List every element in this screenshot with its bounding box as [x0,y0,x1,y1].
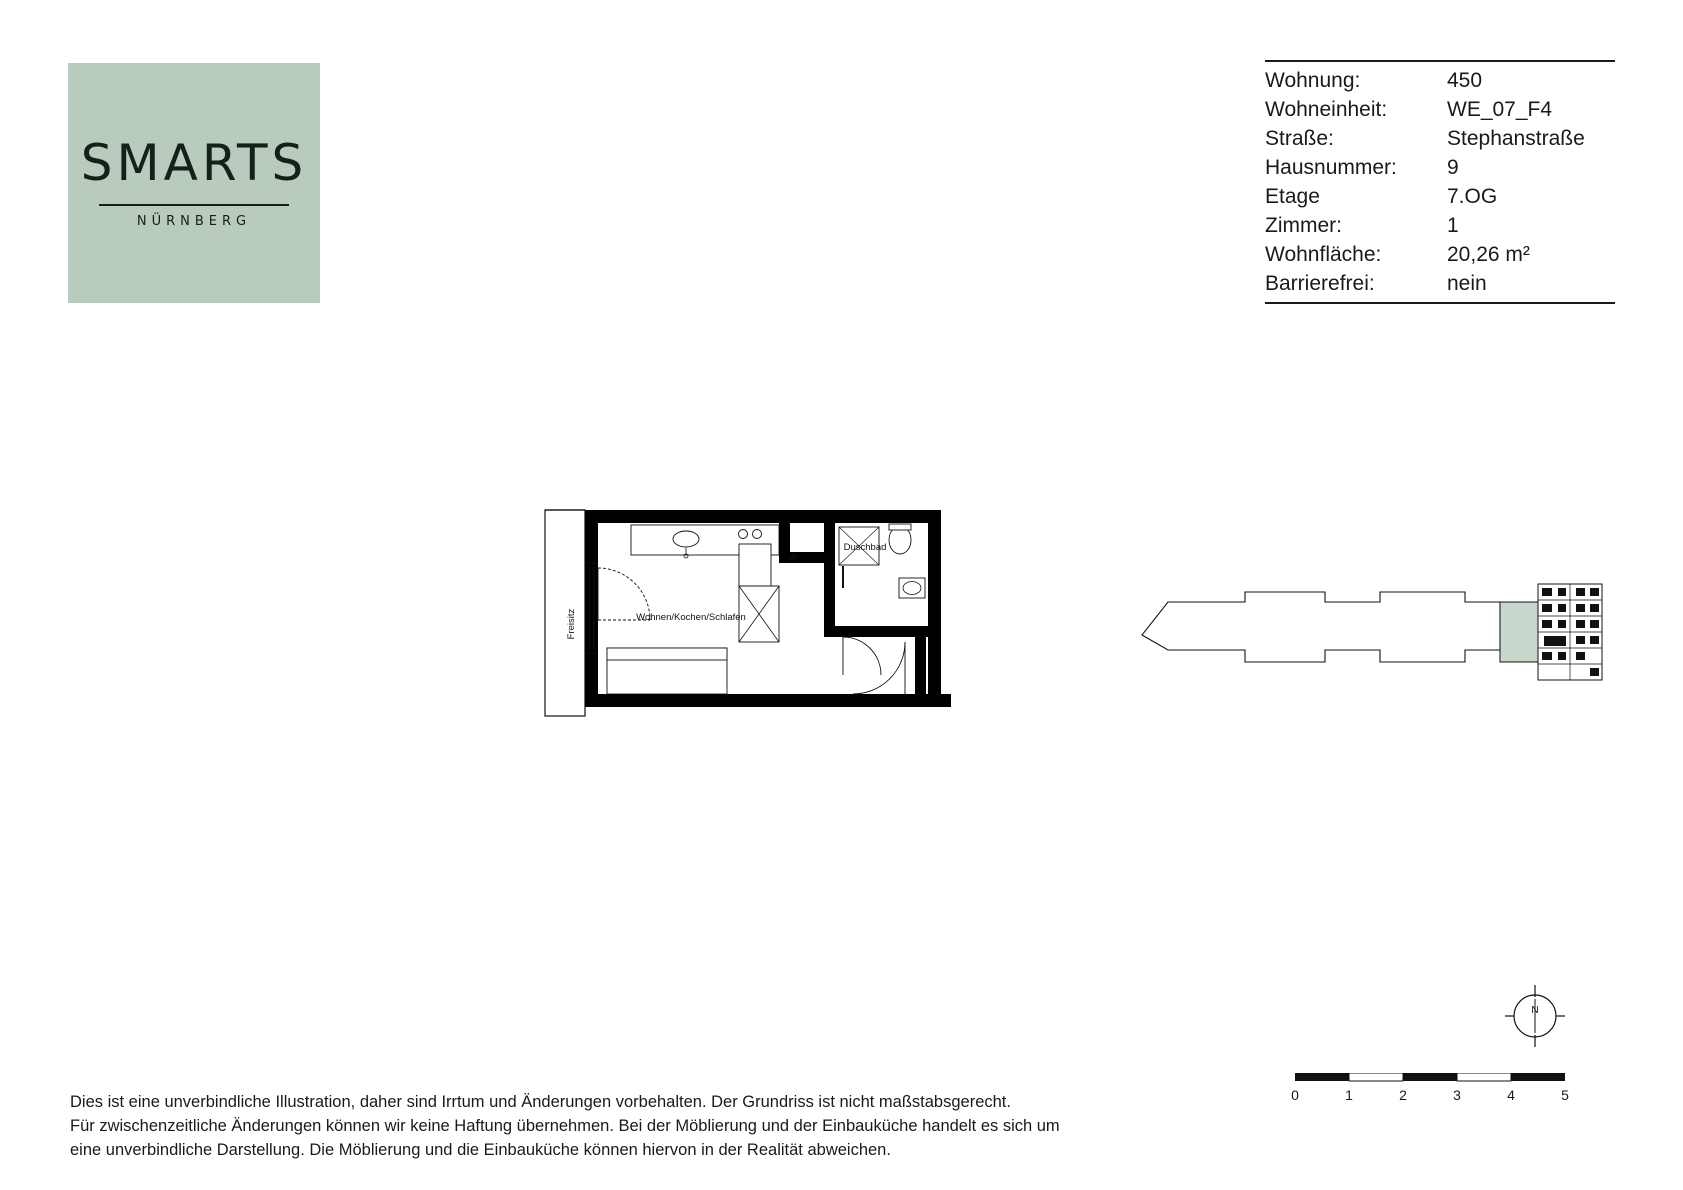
table-row [1265,240,1615,269]
brand-logo [68,63,320,303]
info-key: Wohnung: [1265,69,1361,92]
table-row [1265,66,1615,95]
info-value: 7.OG [1447,185,1498,208]
compass-rose [1505,985,1565,1047]
info-value: WE_07_F4 [1447,98,1553,121]
disclaimer-text [70,1090,1130,1162]
logo-divider [99,204,289,206]
info-key: Barrierefrei: [1265,272,1375,295]
compass-north-label: N [1531,1005,1539,1016]
disclaimer-line-3: eine unverbindliche Darstellung. Die Möblierung und die Einbauküche können hiervon in der Realität abweichen. [70,1141,891,1159]
scale-tick: 4 [1507,1087,1515,1103]
info-key: Hausnummer: [1265,156,1397,179]
site-building-outline [1142,592,1500,662]
table-row [1265,211,1615,240]
info-key: Straße: [1265,127,1334,150]
info-key: Wohnfläche: [1265,243,1382,266]
scale-tick: 3 [1453,1087,1461,1103]
logo-wordmark: SMARTS [80,133,308,192]
scale-tick: 0 [1291,1087,1299,1103]
table-row [1265,95,1615,124]
plan-label-living: Wohnen/Kochen/Schlafen [636,612,746,623]
site-highlight-block [1500,602,1538,662]
plan-label-freisitz: Freisitz [566,608,577,640]
info-key: Etage [1265,185,1320,208]
plan-label-bath: Duschbad [843,542,887,553]
disclaimer-line-2: Für zwischenzeitliche Änderungen können wir keine Haftung übernehmen. Bei der Möblierung und der Einbauküche handelt es sich um [70,1117,1060,1135]
apartment-info-block [1265,60,1615,304]
logo-subtitle: NÜRNBERG [136,213,252,229]
info-value: 9 [1447,156,1459,179]
table-row [1265,124,1615,153]
table-row [1265,153,1615,182]
table-row [1265,269,1615,298]
info-value: 20,26 m² [1447,243,1530,266]
info-value: Stephanstraße [1447,127,1585,150]
scale-tick-labels [1291,1087,1569,1107]
info-top-rule [1265,60,1615,62]
floor-plan [543,508,973,718]
scale-bar-block [1291,1073,1569,1107]
apartment-info-table [1265,66,1615,298]
scale-tick: 1 [1345,1087,1353,1103]
site-plan [1140,580,1610,690]
info-key: Wohneinheit: [1265,98,1388,121]
info-value: 450 [1447,69,1483,92]
scale-tick: 5 [1561,1087,1569,1103]
info-value: 1 [1447,214,1459,237]
table-row [1265,182,1615,211]
info-value: nein [1447,272,1487,295]
site-unit-strip [1538,584,1602,680]
info-bottom-rule [1265,302,1615,304]
scale-tick: 2 [1399,1087,1407,1103]
disclaimer-line-1: Dies ist eine unverbindliche Illustration, daher sind Irrtum und Änderungen vorbehalten. Der Grundriss ist nicht maßstabsgerecht. [70,1093,1011,1111]
info-key: Zimmer: [1265,214,1342,237]
